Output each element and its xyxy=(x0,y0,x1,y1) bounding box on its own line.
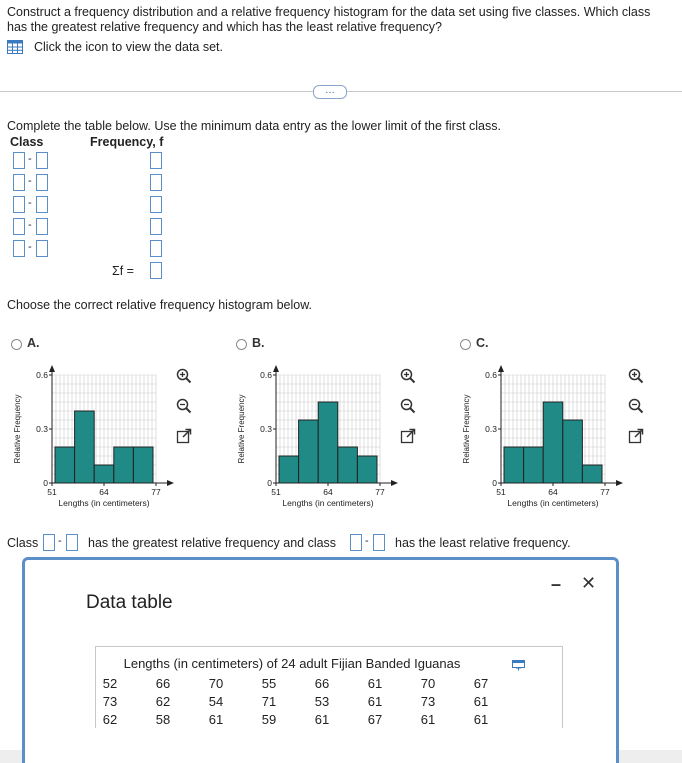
data-table-title: Data table xyxy=(86,592,173,613)
zoom-in-icon[interactable] xyxy=(628,368,644,384)
popout-icon[interactable] xyxy=(628,428,644,444)
data-cell: 67 xyxy=(473,676,489,691)
histogram-bar xyxy=(524,447,544,483)
data-cell: 66 xyxy=(314,676,330,691)
option-c-label: C. xyxy=(476,336,489,350)
histogram-bar xyxy=(318,402,338,483)
data-cell: 67 xyxy=(367,712,383,727)
copy-icon[interactable] xyxy=(512,660,525,671)
option-c-radio[interactable] xyxy=(460,339,471,350)
histogram-bar xyxy=(94,465,114,483)
data-cell: 58 xyxy=(155,712,171,727)
frequency-input[interactable] xyxy=(150,218,162,235)
x-axis-arrow xyxy=(167,480,174,486)
data-table-caption-text: Lengths (in centimeters) of 24 adult Fijian Banded Iguanas xyxy=(123,656,461,671)
class-dash: - xyxy=(28,197,32,209)
popout-icon[interactable] xyxy=(400,428,416,444)
x-axis-label: Lengths (in centimeters) xyxy=(507,498,599,508)
sum-label: Σf = xyxy=(112,264,134,278)
x-tick-label: 64 xyxy=(99,487,109,497)
class-upper-input[interactable] xyxy=(36,218,48,235)
choose-instruction: Choose the correct relative frequency histogram below. xyxy=(7,298,313,312)
class-lower-input[interactable] xyxy=(13,240,25,257)
option-b-label: B. xyxy=(252,336,265,350)
class-dash: - xyxy=(28,153,32,165)
least-class-lower-input[interactable] xyxy=(350,534,362,551)
histogram-a xyxy=(8,355,183,515)
x-tick-label: 64 xyxy=(548,487,558,497)
class-dash: - xyxy=(58,535,62,547)
y-tick-label: 0.3 xyxy=(260,424,272,434)
y-tick-label: 0.6 xyxy=(36,370,48,380)
y-axis-label: Relative Frequency xyxy=(237,394,246,464)
histogram-bar xyxy=(299,420,319,483)
minimize-button[interactable]: – xyxy=(551,574,562,594)
histogram-bar xyxy=(543,402,563,483)
data-cell: 52 xyxy=(102,676,118,691)
y-tick-label: 0.6 xyxy=(260,370,272,380)
option-a-label: A. xyxy=(27,336,40,350)
y-tick-label: 0 xyxy=(267,478,272,488)
answer-prefix: Class xyxy=(7,536,39,550)
y-axis-arrow xyxy=(273,365,279,372)
data-cell: 70 xyxy=(420,676,436,691)
frequency-input[interactable] xyxy=(150,174,162,191)
histogram-bar xyxy=(55,447,75,483)
data-cell: 53 xyxy=(314,694,330,709)
class-dash: - xyxy=(28,241,32,253)
class-upper-input[interactable] xyxy=(36,240,48,257)
frequency-column-header: Frequency, f xyxy=(90,135,164,149)
y-axis-label: Relative Frequency xyxy=(462,394,471,464)
zoom-in-icon[interactable] xyxy=(400,368,416,384)
histogram-c xyxy=(457,355,632,515)
data-cell: 73 xyxy=(102,694,118,709)
class-dash: - xyxy=(28,219,32,231)
data-table-caption xyxy=(25,656,565,671)
greatest-class-lower-input[interactable] xyxy=(43,534,55,551)
histogram-bar xyxy=(338,447,358,483)
data-cell: 61 xyxy=(367,694,383,709)
histogram-bar xyxy=(75,411,95,483)
question-line-2: has the greatest relative frequency and which has the least relative frequency? xyxy=(7,20,442,34)
class-dash: - xyxy=(365,535,369,547)
frequency-input[interactable] xyxy=(150,240,162,257)
icon-link-text[interactable]: Click the icon to view the data set. xyxy=(34,40,223,54)
least-class-upper-input[interactable] xyxy=(373,534,385,551)
class-column-header: Class xyxy=(10,135,44,149)
class-upper-input[interactable] xyxy=(36,174,48,191)
table-instruction: Complete the table below. Use the minimum data entry as the lower limit of the first class. xyxy=(7,119,501,133)
data-cell: 61 xyxy=(208,712,224,727)
option-a-radio[interactable] xyxy=(11,339,22,350)
data-table-icon[interactable] xyxy=(7,40,23,54)
y-tick-label: 0 xyxy=(43,478,48,488)
class-lower-input[interactable] xyxy=(13,152,25,169)
histogram-bar xyxy=(279,456,299,483)
answer-suffix: has the least relative frequency. xyxy=(395,536,571,550)
histogram-b xyxy=(232,355,407,515)
sum-frequency-input[interactable] xyxy=(150,262,162,279)
answer-middle: has the greatest relative frequency and class xyxy=(88,536,337,550)
popout-icon[interactable] xyxy=(176,428,192,444)
y-tick-label: 0.3 xyxy=(36,424,48,434)
class-lower-input[interactable] xyxy=(13,218,25,235)
x-tick-label: 64 xyxy=(323,487,333,497)
class-lower-input[interactable] xyxy=(13,196,25,213)
data-cell: 62 xyxy=(155,694,171,709)
class-upper-input[interactable] xyxy=(36,196,48,213)
option-b-radio[interactable] xyxy=(236,339,247,350)
x-tick-label: 51 xyxy=(47,487,57,497)
y-tick-label: 0 xyxy=(492,478,497,488)
data-cell: 61 xyxy=(473,694,489,709)
x-tick-label: 77 xyxy=(375,487,385,497)
data-cell: 55 xyxy=(261,676,277,691)
close-button[interactable]: ✕ xyxy=(581,573,597,593)
zoom-in-icon[interactable] xyxy=(176,368,192,384)
y-axis-arrow xyxy=(498,365,504,372)
x-tick-label: 77 xyxy=(151,487,161,497)
class-upper-input[interactable] xyxy=(36,152,48,169)
zoom-out-icon[interactable] xyxy=(628,398,644,414)
expand-button[interactable]: … xyxy=(313,85,347,99)
frequency-input[interactable] xyxy=(150,196,162,213)
y-tick-label: 0.6 xyxy=(485,370,497,380)
data-cell: 59 xyxy=(261,712,277,727)
data-cell: 71 xyxy=(261,694,277,709)
data-cell: 73 xyxy=(420,694,436,709)
x-axis-arrow xyxy=(616,480,623,486)
question-line-1: Construct a frequency distribution and a relative frequency histogram for the data set using five classes. Which class xyxy=(7,5,651,19)
x-tick-label: 77 xyxy=(600,487,610,497)
x-tick-label: 51 xyxy=(496,487,506,497)
y-tick-label: 0.3 xyxy=(485,424,497,434)
data-cell: 54 xyxy=(208,694,224,709)
x-axis-arrow xyxy=(391,480,398,486)
data-cell: 62 xyxy=(102,712,118,727)
class-dash: - xyxy=(28,175,32,187)
class-lower-input[interactable] xyxy=(13,174,25,191)
x-axis-label: Lengths (in centimeters) xyxy=(58,498,150,508)
y-axis-arrow xyxy=(49,365,55,372)
frequency-input[interactable] xyxy=(150,152,162,169)
data-cell: 61 xyxy=(473,712,489,727)
x-axis-label: Lengths (in centimeters) xyxy=(282,498,374,508)
data-cell: 70 xyxy=(208,676,224,691)
histogram-bar xyxy=(504,447,524,483)
x-tick-label: 51 xyxy=(271,487,281,497)
zoom-out-icon[interactable] xyxy=(176,398,192,414)
y-axis-label: Relative Frequency xyxy=(13,394,22,464)
zoom-out-icon[interactable] xyxy=(400,398,416,414)
data-cell: 61 xyxy=(420,712,436,727)
histogram-bar xyxy=(133,447,153,483)
histogram-bar xyxy=(563,420,583,483)
histogram-bar xyxy=(114,447,134,483)
data-cell: 66 xyxy=(155,676,171,691)
data-cell: 61 xyxy=(367,676,383,691)
greatest-class-upper-input[interactable] xyxy=(66,534,78,551)
data-table-dialog xyxy=(22,557,619,763)
data-cell: 61 xyxy=(314,712,330,727)
histogram-bar xyxy=(582,465,602,483)
histogram-bar xyxy=(357,456,377,483)
